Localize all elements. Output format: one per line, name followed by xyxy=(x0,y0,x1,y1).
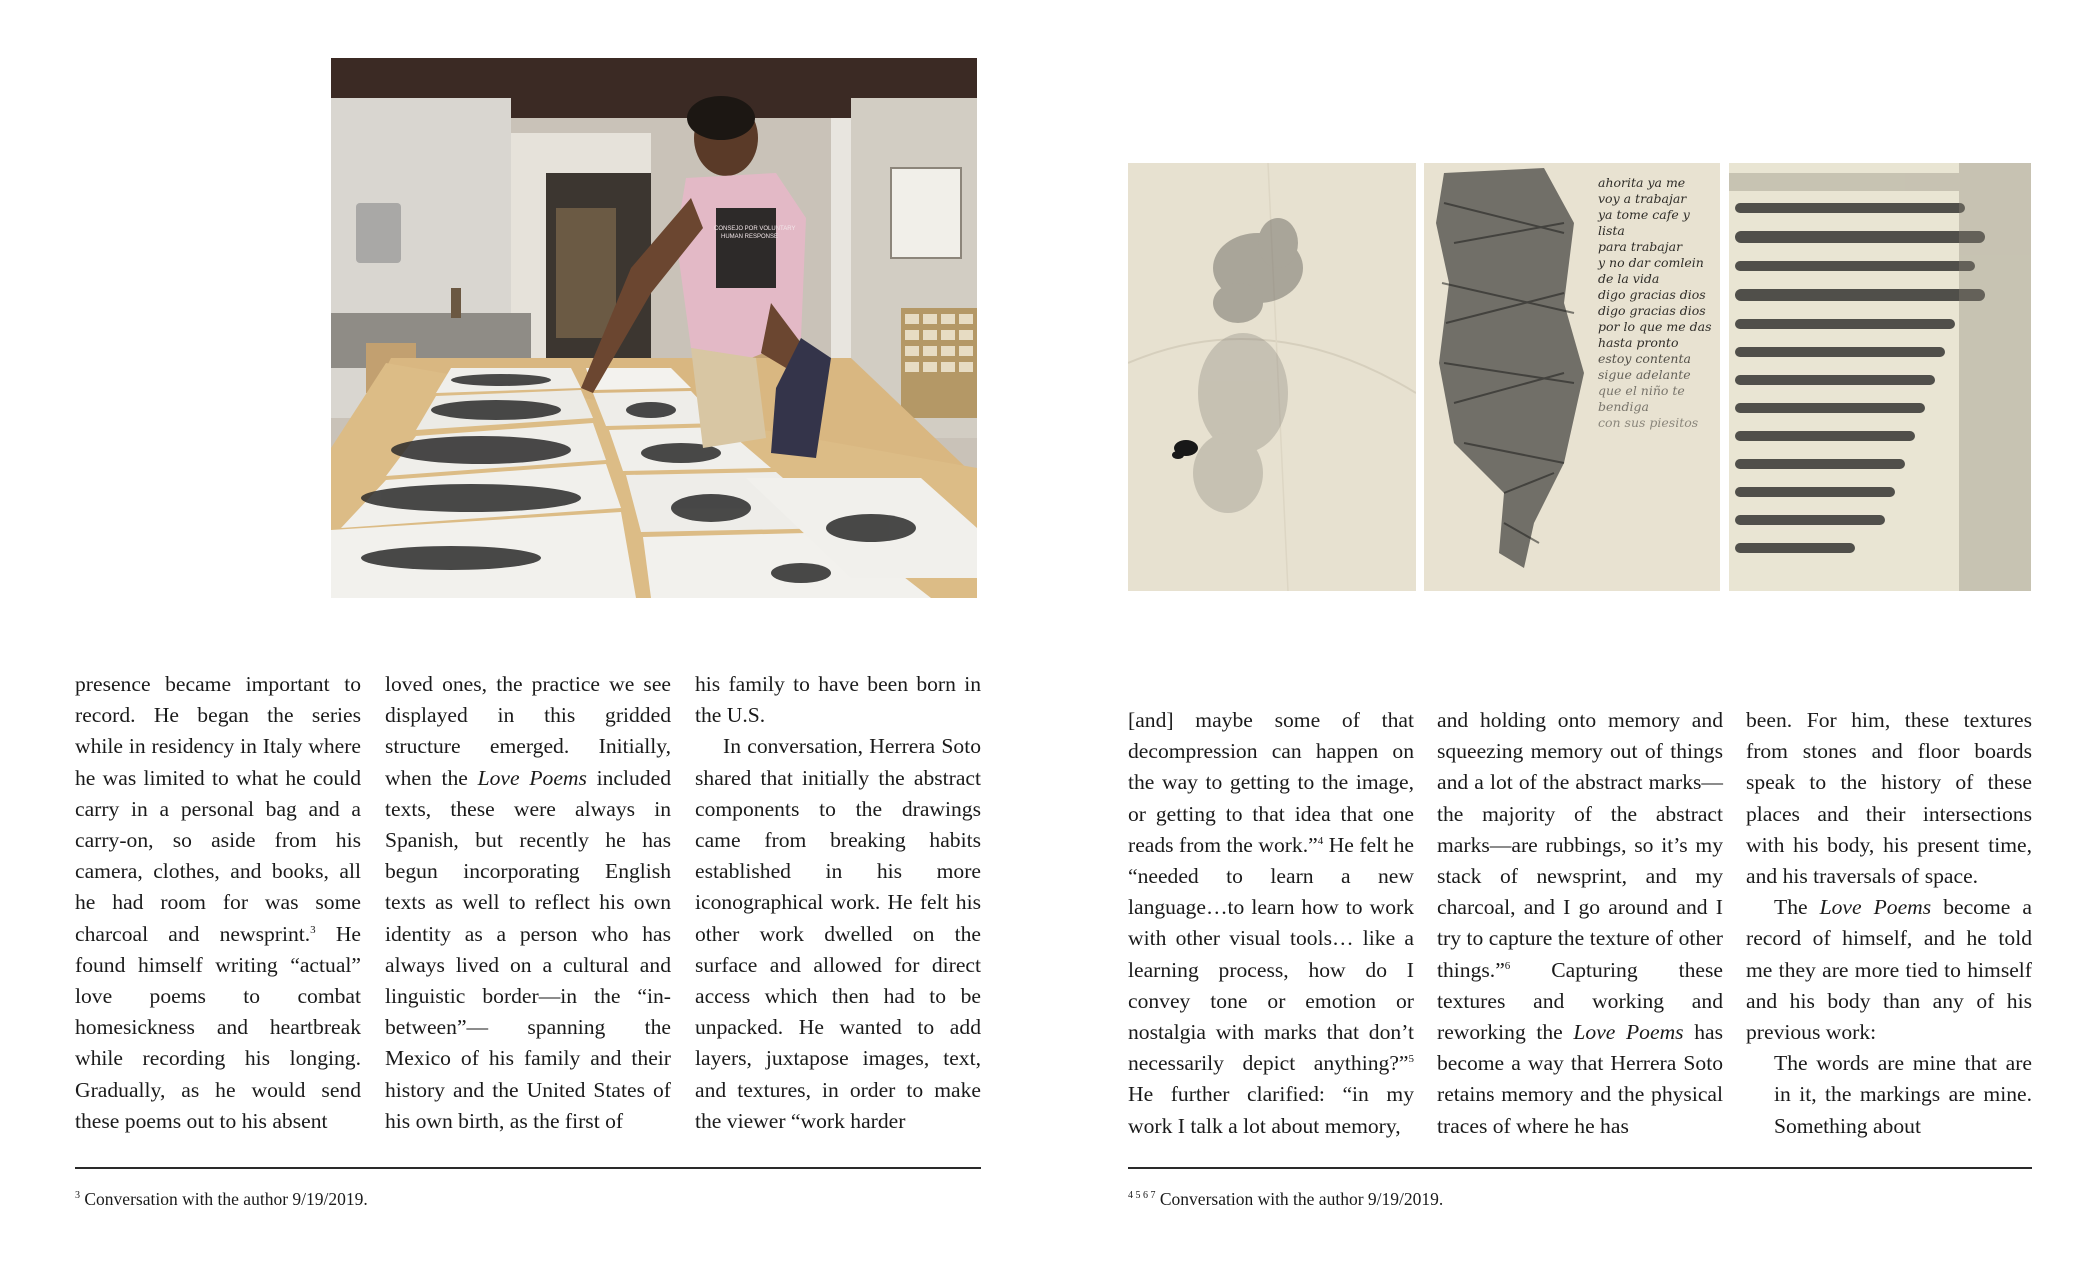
text-run: The xyxy=(1774,895,1820,920)
text-run: been. For him, these textures from stones and floor boards speak to the history of these places and their intersections with his body, his present time, and his traversals of space. xyxy=(1746,708,2032,889)
left-column-3 xyxy=(695,669,981,1137)
shirt-text-line2: HUMAN RESPONSE xyxy=(721,234,779,240)
artwork-panel-3 xyxy=(1729,163,2031,591)
poem-line: ahorita ya me xyxy=(1598,175,1686,190)
poem-line: por lo que me das xyxy=(1598,319,1712,334)
text-run: his family to have been born in the U.S. xyxy=(695,672,981,728)
left-column-1 xyxy=(75,669,361,1137)
footnote-ref: 6 xyxy=(1504,959,1511,972)
paragraph xyxy=(385,669,671,1137)
footnote-text: Conversation with the author 9/19/2019. xyxy=(1155,1189,1444,1209)
italic-title: Love Poems xyxy=(1573,1020,1684,1045)
text-run: loved ones, the practice we see displayed in this gridded structure emerged. Initially, when the xyxy=(385,672,671,790)
poem-line: digo gracias dios xyxy=(1598,287,1706,302)
text-run: He found himself writing “actual” love poems to combat homesickness and heartbreak while recording his longing. Gradually, as he would send these poems out to his absent xyxy=(75,921,361,1133)
left-footnote xyxy=(75,1188,368,1210)
footnote-text: Conversation with the author 9/19/2019. xyxy=(80,1189,368,1209)
text-run: Capturing these textures and working and reworking the xyxy=(1437,957,1723,1045)
poem-line: digo gracias dios xyxy=(1598,303,1706,318)
paragraph xyxy=(1746,705,2032,892)
footnote-marker: 3 xyxy=(75,1190,80,1202)
footnote-marker: 4 5 6 7 xyxy=(1128,1190,1156,1202)
text-run: The words are mine that are in it, the markings are mine. Something about xyxy=(1774,1051,2032,1138)
text-run: He felt he “needed to learn a new language…to learn how to work with other visual tools… like a learning process, how do I convey tone or emotion or nostalgia with marks that don’t necessarily depict anything?” xyxy=(1128,832,1414,1076)
poem-line: de la vida xyxy=(1598,271,1660,286)
text-run: He further clarified: “in my work I talk a lot about memory, xyxy=(1128,1082,1414,1138)
italic-title: Love Poems xyxy=(1819,895,1932,920)
poem-line: y no dar comlein xyxy=(1598,255,1704,270)
artist-photo xyxy=(331,58,977,598)
left-footnote-rule xyxy=(75,1167,981,1169)
text-run: presence became important to record. He began the series while in residency in Italy where he was limited to what he could carry in a personal bag and a carry-on, so aside from his camera, clothes, and books, all he had room for was some charcoal and newsprint. xyxy=(75,672,361,946)
poem-line: voy a trabajar xyxy=(1598,191,1687,206)
paragraph xyxy=(695,669,981,731)
right-column-1 xyxy=(1128,705,1414,1142)
poem-line: para trabajar xyxy=(1598,239,1683,254)
italic-title: Love Poems xyxy=(477,765,587,790)
artwork-poem xyxy=(1598,175,1718,431)
poem-line: estoy contenta xyxy=(1598,351,1691,366)
right-column-2 xyxy=(1437,705,1723,1142)
text-run: In conversation, Herrera Soto shared that initially the abstract components to the drawings came from breaking habits established in his more iconographical work. He felt his other work dwelled on the surface and allowed for direct access which then had to be unpacked. He wanted to add layers, juxtapose images, text, and textures, in order to make the viewer “work harder xyxy=(695,734,981,1133)
paragraph xyxy=(1774,1048,2032,1142)
text-run: has become a way that Herrera Soto retains memory and the physical traces of where he has xyxy=(1437,1020,1723,1138)
footnote-ref: 5 xyxy=(1408,1053,1414,1066)
artwork-panel-1 xyxy=(1128,163,1416,591)
footnote-ref: 4 xyxy=(1317,834,1324,847)
right-column-3 xyxy=(1746,705,2032,1142)
text-run: included texts, these were always in Spanish, but recently he has begun incorporating English texts as well to reflect his own identity as a person who has always lived on a cultural and linguistic border—in the “in-between”— spanning the Mexico of his family and their history and the United States of his own birth, as the first of xyxy=(385,765,671,1133)
artwork-panel-2 xyxy=(1424,163,1720,591)
poem-line: que el niño te bendiga xyxy=(1598,383,1685,414)
right-footnote xyxy=(1128,1188,1443,1210)
poem-line: con sus piesitos xyxy=(1598,415,1699,430)
paragraph xyxy=(1746,892,2032,1048)
poem-line: hasta pronto xyxy=(1598,335,1679,350)
shirt-text-line1: CONSEJO POR VOLUNTARY xyxy=(714,226,796,232)
right-footnote-rule xyxy=(1128,1167,2032,1169)
paragraph xyxy=(75,669,361,1137)
text-run: become a record of himself, and he told me they are more tied to himself and his body than any of his previous work: xyxy=(1746,895,2032,1045)
text-run: and holding onto memory and squeezing memory out of things and a lot of the abstract marks—the majority of the abstract marks—are rubbings, so it’s my stack of newsprint, and my charcoal, and I go around and I try to capture the texture of other things.” xyxy=(1437,708,1723,982)
poem-line: ya tome cafe y lista xyxy=(1598,207,1690,238)
paragraph xyxy=(1437,705,1723,1142)
left-column-2 xyxy=(385,669,671,1137)
poem-line: sigue adelante xyxy=(1598,367,1691,382)
paragraph xyxy=(1128,705,1414,1142)
footnote-ref: 3 xyxy=(310,923,316,936)
paragraph xyxy=(695,731,981,1137)
text-run: [and] maybe some of that decompression can happen on the way to getting to the image, or getting to that idea that one reads from the work.” xyxy=(1128,708,1414,857)
